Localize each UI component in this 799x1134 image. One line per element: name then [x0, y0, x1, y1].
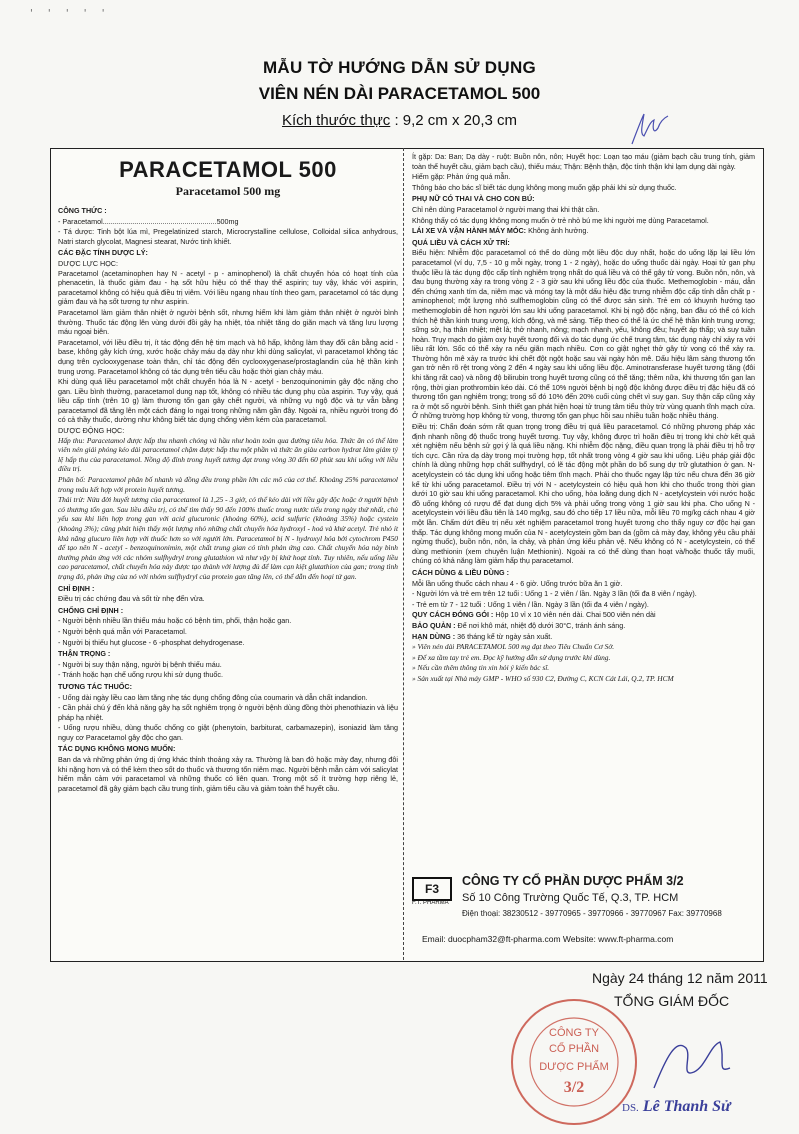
- signatory-text: Lê Thanh Sử: [642, 1098, 731, 1115]
- formula-heading: CÔNG THỨC :: [58, 206, 107, 215]
- company-logo: F3: [412, 877, 452, 901]
- note: » Để xa tầm tay trẻ em. Đọc kỹ hướng dẫn sử dụng trước khi dùng.: [412, 652, 611, 662]
- paragraph: Ít gặp: Da: Ban; Dạ dày - ruột: Buồn nôn, nôn; Huyết học: Loạn tạo máu (giảm bạch cầu trung tính, giảm toàn thể huyết cầu, giảm bạch cầu), thiếu máu; Thận: Bệnh thận, độc tính thận khi lạm dụng dài ngày.: [412, 152, 755, 171]
- driving-line: [412, 226, 755, 236]
- pharmacokinetics-heading: DƯỢC ĐỘNG HỌC:: [58, 426, 125, 436]
- paragraph: Khi dùng quá liều paracetamol một chất chuyển hóa là N - acetyl - benzoquinonimin gây độc nặng cho gan. Liều bình thường, paracetamol dung nạp tốt, không có nhiều tác dụng phụ của aspirin. Tuy vậy, quá liều cấp tính (trên 10 g) làm thương tổn gan gây chết người, và những vụ ngộ độc và tự vẫn bằng paracetamol đã tăng lên một cách đáng lo ngại trong những năm gần đây. Ngoài ra, nhiều người trong đó có cả thầy thuốc, dường như không biết tác dụng chống viêm kém của paracetamol.: [58, 377, 398, 425]
- contraindication-heading: CHỐNG CHỈ ĐỊNH :: [58, 605, 124, 615]
- list-item: - Người bị suy thận nặng, người bị bệnh thiếu máu.: [58, 659, 222, 669]
- list-item: - Người bị thiếu hụt glucose - 6 -phosphat dehydrogenase.: [58, 637, 245, 647]
- paragraph: Hấp thu: Paracetamol được hấp thu nhanh chóng và hầu như hoàn toàn qua đường tiêu hóa. Thức ăn có thể làm viên nén giải phóng kéo dài paracetamol chậm được hấp thu một phần và thức ăn giàu carbon hydrat làm giảm tỷ lệ hấp thu của paracetamol. Nồng độ đỉnh trong huyết tương đạt trong vòng 30 đến 60 phút sau khi uống với liều điều trị.: [58, 435, 398, 474]
- paragraph: Paracetamol (acetaminophen hay N - acetyl - p - aminophenol) là chất chuyển hóa có hoạt tính của phenacetin, là thuốc giảm đau - hạ sốt hữu hiệu có thể thay thế aspirin; tuy vậy, khác với aspirin, paracetamol không có hiệu quả điều trị viêm. Với liều ngang nhau tính theo gam, paracetamol có tác dụng giảm đau và hạ sốt tương tự như aspirin.: [58, 268, 398, 307]
- storage-text: Để nơi khô mát, nhiệt độ dưới 30°C, tránh ánh sáng.: [457, 620, 626, 630]
- caution-heading: THẬN TRỌNG :: [58, 649, 111, 659]
- left-column: [58, 152, 398, 794]
- list-item: - Uống rượu nhiều, dùng thuốc chống co giật (phenytoin, barbiturat, carbamazepin), isoniazid làm tăng nguy cơ Paracetamol gây độc cho gan.: [58, 723, 398, 742]
- doc-subtitle: VIÊN NÉN DÀI PARACETAMOL 500: [258, 84, 541, 103]
- director-title: TỔNG GIÁM ĐỐC: [614, 993, 730, 1009]
- paragraph: Không thấy có tác dụng không mong muốn ở trẻ nhỏ bú mẹ khi người mẹ dùng Paracetamol.: [412, 215, 709, 225]
- signature-scribble: [646, 1028, 736, 1098]
- driving-heading: LÁI XE VÀ VẬN HÀNH MÁY MÓC:: [412, 226, 527, 236]
- stamp-line: CÔNG TY: [549, 1027, 599, 1039]
- indication-heading: CHỈ ĐỊNH :: [58, 583, 95, 593]
- signatory-name: [622, 1098, 731, 1116]
- product-subtitle: Paracetamol 500 mg: [175, 184, 281, 198]
- paragraph: Điều trị các chứng đau và sốt từ nhẹ đến vừa.: [58, 594, 205, 604]
- paragraph: Điều trị: Chẩn đoán sớm rất quan trọng trong điều trị quá liều paracetamol. Có những phương pháp xác định nhanh nồng độ thuốc trong huyết tương. Tuy vậy, không được trì hoãn điều trị trong khi chờ kết quả xét nghiệm nếu bệnh sử gợi ý là quá liều nặng. Khi nhiễm độc nặng, điều quan trọng là phải điều trị hỗ trợ tích cực. Cần rửa dạ dày trong mọi trường hợp, tốt nhất trong vòng 4 giờ sau khi uống. Liệu pháp giải độc chính là dùng những hợp chất sulfhydryl, có lẽ tác động một phần do bổ sung dự trữ glutathion ở gan. N-acetylcystein có tác dụng khi uống hoặc tiêm tĩnh mạch. Phải cho thuốc ngay lập tức nếu chưa đến 36 giờ kể từ khi uống paracetamol. Điều trị với N - acetylcystein có hiệu quả hơn khi cho thuốc trong thời gian dưới 10 giờ sau khi uống paracetamol. Khi cho uống, hòa loãng dung dịch N - acetylcystein với nước hoặc đồ uống không có rượu để đạt dung dịch 5% và phải uống trong vòng 1 giờ sau khi pha. Cho uống N - acetylcystein với liều đầu tiên là 140 mg/kg, sau đó cho tiếp 17 liều nữa, mỗi liều 70 mg/kg cách nhau 4 giờ một lần. Chấm dứt điều trị nếu xét nghiệm paracetamol trong huyết tương cho thấy nguy cơ độc hại gan thấp. Tác dụng không mong muốn của N - acetylcystein gồm ban da (gồm cả mày đay, không yêu cầu phải ngừng thuốc), buồn nôn, nôn, ỉa chảy, và phản ứng kiểu phản vệ. Nếu không có N - acetylcystein, có thể dùng methionin (xem chuyên luận Methionin). Ngoài ra có thể dùng than hoạt và/hoặc thuốc tẩy muối, chúng có khả năng làm giảm hấp thụ paracetamol.: [412, 422, 755, 566]
- paragraph: Thải trừ: Nửa đời huyết tương của paracetamol là 1,25 - 3 giờ, có thể kéo dài với liều gây độc hoặc ở người bệnh có thương tổn gan. Sau liều điều trị, có thể tìm thấy 90 đến 100% thuốc trong nước tiểu trong ngày thứ nhất, chủ yếu sau khi liên hợp trong gan với acid glucuronic (khoảng 60%), acid sulfuric (khoảng 35%) hoặc cystein (khoảng 3%); cũng phát hiện thấy một lượng nhỏ những chất chuyển hóa hydroxyl - hoá và khử acetyl. Trẻ nhỏ ít khả năng glucuro liên hợp với thuốc hơn so với người lớn. Paracetamol bị N - hydroxyl hóa bởi cytochrom P450 để tạo nên N - acetyl - benzoquinonimin, một chất trung gian có tính phản ứng cao. Chất chuyển hóa này bình thường phản ứng với các nhóm sulfhydryl trong glutathion và như vậy bị khử hoạt tính. Tuy nhiên, nếu uống liều cao paracetamol, chất chuyển hóa này được tạo thành với lượng đủ để làm cạn kiệt glutathion của gan; trong tình trạng đó, phản ứng của nó với nhóm sulfhydryl của protein gan tăng lên, có thể dẫn đến hoại tử gan.: [58, 495, 398, 581]
- formula-item: - Tá dược: Tinh bột lúa mì, Pregelatinized starch, Microcrystalline cellulose, Colloidal silica anhydrous, Natri starch glycolat, Magnesi stearat, Nước tinh khiết.: [58, 227, 398, 246]
- signatory-prefix: DS.: [622, 1102, 639, 1114]
- size-label: Kích thước thực: [281, 112, 391, 129]
- paragraph: Chỉ nên dùng Paracetamol ở người mang thai khi thật cần.: [412, 204, 600, 214]
- expiry-line: [412, 632, 755, 642]
- product-title: PARACETAMOL 500: [119, 157, 337, 182]
- company-name: CÔNG TY CỔ PHẦN DƯỢC PHẨM 3/2: [462, 874, 684, 888]
- stamp-line: 3/2: [563, 1079, 585, 1096]
- list-item: - Người bệnh quá mẫn với Paracetamol.: [58, 626, 187, 636]
- list-item: - Người lớn và trẻ em trên 12 tuổi : Uống 1 - 2 viên / lần. Ngày 3 lần (tối đa 8 viên / ngày).: [412, 589, 697, 599]
- formula-item: - Paracetamol.........................................................500mg: [58, 216, 239, 226]
- list-item: - Người bệnh nhiều lần thiếu máu hoặc có bệnh tim, phổi, thận hoặc gan.: [58, 616, 292, 626]
- packing-heading: QUY CÁCH ĐÓNG GÓI :: [412, 610, 494, 620]
- packing-line: [412, 610, 755, 620]
- dosage-heading: CÁCH DÙNG & LIỀU DÙNG :: [412, 567, 510, 577]
- doc-title: MẪU TỜ HƯỚNG DẪN SỬ DỤNG: [262, 58, 537, 77]
- doc-size: [0, 112, 799, 129]
- company-block: [412, 874, 755, 958]
- pregnancy-heading: PHỤ NỮ CÓ THAI VÀ CHO CON BÚ:: [412, 194, 535, 204]
- overdose-heading: QUÁ LIỀU VÀ CÁCH XỬ TRÍ:: [412, 237, 510, 247]
- top-marks: ' ' ' ' ': [30, 8, 111, 19]
- storage-heading: BẢO QUẢN :: [412, 620, 456, 630]
- expiry-text: 36 tháng kể từ ngày sản xuất.: [457, 631, 553, 641]
- props-heading: CÁC ĐẶC TÍNH DƯỢC LÝ:: [58, 248, 148, 258]
- packing-text: Hộp 10 vỉ x 10 viên nén dài. Chai 500 viên nén dài: [495, 610, 656, 620]
- sign-date: Ngày 24 tháng 12 năm 2011: [592, 970, 768, 986]
- logo-caption: F.T. PHARMA: [412, 900, 449, 906]
- note: » Nếu cần thêm thông tin xin hỏi ý kiến bác sĩ.: [412, 663, 550, 673]
- side-effect-heading: TÁC DỤNG KHÔNG MONG MUỐN:: [58, 744, 176, 754]
- pharmacodynamics-heading: DƯỢC LỰC HỌC:: [58, 258, 118, 268]
- paragraph: Paracetamol làm giảm thân nhiệt ở người bệnh sốt, nhưng hiếm khi làm giảm thân nhiệt ở người bình thường. Thuốc tác động lên vùng dưới đồi gây hạ nhiệt, tỏa nhiệt tăng do giãn mạch và tăng lưu lượng máu ngoại biên.: [58, 307, 398, 337]
- list-item: - Tránh hoặc hạn chế uống rượu khi sử dụng thuốc.: [58, 670, 223, 680]
- company-address: Số 10 Công Trường Quốc Tế, Q.3, TP. HCM: [462, 892, 679, 904]
- paragraph: Biểu hiện: Nhiễm độc paracetamol có thể do dùng một liều độc duy nhất, hoặc do uống lặp lại liều lớn paracetamol (ví dụ, 7,5 - 10 g mỗi ngày, trong 1 - 2 ngày), hoặc do uống thuốc dài ngày. Hoại tử gan phụ thuộc liều là tác dụng độc cấp tính nghiêm trọng nhất do quá liều và có thể gây tử vong. Buồn nôn, nôn, và đau bụng thường xảy ra trong vòng 2 - 3 giờ sau khi uống liều độc của thuốc. Methemoglobin - máu, dẫn đến chứng xanh tím da, niêm mạc và móng tay là một dấu hiệu đặc trưng nhiễm độc cấp tính dẫn chất p - aminophenol; một lượng nhỏ sulfhemoglobin cũng có thể được sản sinh. Trẻ em có khuynh hướng tạo methemoglobin dễ hơn người lớn sau khi uống paracetamol. Khi bị ngộ độc nặng, ban đầu có thể có kích thích hệ thần kinh trung ương, kích động, và mê sảng. Tiếp theo có thể là ức chế hệ thần kinh trung ương; sững sờ, hạ thân nhiệt; mệt lả; thở nhanh, nông; mạch nhanh, yếu, không đều; huyết áp thấp; và suy tuần hoàn. Trụy mạch do giảm oxy huyết tương đối và do tác dụng ức chế trung tâm, tác dụng này chỉ xảy ra với liều rất lớn. Sốc có thể xảy ra nếu giãn mạch nhiều. Cơn co giật nghẹt thở gây tử vong có thể xảy ra. Thường hôn mê xảy ra trước khi chết đột ngột hoặc sau vài ngày hôn mê. Dấu hiệu lâm sàng thương tổn gan trở nên rõ rệt trong vòng 2 đến 4 ngày sau khi uống liều độc. Aminotransferase huyết tương tăng (đôi khi tăng rất cao) và nồng độ bilirubin trong huyết tương cũng có thể tăng; thêm nữa, khi thương tổn gan lan rộng, thời gian prothrombin kéo dài. Có thể 10% người bệnh bị ngộ độc không được điều trị đặc hiệu đã có thương tổn gan nghiêm trọng; trong số đó 10% đến 20% cuối cùng chết vì suy gan. Suy thận cấp cũng xảy ra ở một số người bệnh. Sinh thiết gan phát hiện hoại tử trung tâm tiểu thùy trừ vùng quanh tĩnh mạch cửa. Ở những trường hợp không tử vong, thương tổn gan phục hồi sau nhiều tuần hoặc nhiều tháng.: [412, 248, 755, 421]
- paragraph: Phân bố: Paracetamol phân bố nhanh và đồng đều trong phần lớn các mô của cơ thể. Khoảng 25% paracetamol trong máu kết hợp với protein huyết tương.: [58, 475, 398, 494]
- driving-text: Không ảnh hưởng.: [528, 226, 589, 236]
- paragraph: Mỗi lần uống thuốc cách nhau 4 - 6 giờ. Uống trước bữa ăn 1 giờ.: [412, 578, 623, 588]
- list-item: - Trẻ em từ 7 - 12 tuổi : Uống 1 viên / lần. Ngày 3 lần (tối đa 4 viên / ngày).: [412, 599, 649, 609]
- company-phones: Điện thoại: 38230512 - 39770965 - 39770966 - 39770967 Fax: 39770968: [462, 909, 722, 918]
- list-item: - Cần phải chú ý đến khả năng gây hạ sốt nghiêm trọng ở người bệnh dùng đồng thời phenothiazin và liệu pháp hạ nhiệt.: [58, 703, 398, 722]
- stamp-line: DƯỢC PHẨM: [539, 1061, 609, 1073]
- size-value: : 9,2 cm x 20,3 cm: [394, 112, 517, 129]
- right-column: [412, 152, 755, 684]
- initials-scribble: [628, 108, 672, 148]
- interaction-heading: TƯƠNG TÁC THUỐC:: [58, 681, 132, 691]
- expiry-heading: HẠN DÙNG :: [412, 631, 456, 641]
- storage-line: [412, 621, 755, 631]
- paragraph: Thông báo cho bác sĩ biết tác dụng không mong muốn gặp phải khi sử dụng thuốc.: [412, 182, 677, 192]
- note: » Sản xuất tại Nhà máy GMP - WHO số 930 C2, Đường C, KCN Cát Lái, Q.2, TP. HCM: [412, 673, 674, 683]
- note: » Viên nén dài PARACETAMOL 500 mg đạt theo Tiêu Chuẩn Cơ Sở.: [412, 642, 615, 652]
- column-divider: [403, 148, 404, 960]
- paragraph: Paracetamol, với liều điều trị, ít tác động đến hệ tim mạch và hô hấp, không làm thay đổi cân bằng acid - base, không gây kích ứng, xước hoặc chảy máu dạ dày như khi dùng salicylat, vì paracetamol không tác dụng trên cyclooxygenase toàn thân, chỉ tác động đến cyclooxygenase/prostaglandin của hệ thần kinh trung ương. Paracetamol không có tác dụng trên tiểu cầu hoặc thời gian chảy máu.: [58, 337, 398, 376]
- company-email: Email: duocpham32@ft-pharma.com Website: www.ft-pharma.com: [422, 934, 674, 944]
- list-item: - Uống dài ngày liều cao làm tăng nhẹ tác dụng chống đông của coumarin và dẫn chất indandion.: [58, 692, 368, 702]
- paragraph: Hiếm gặp: Phản ứng quá mẫn.: [412, 172, 511, 182]
- stamp-line: CỔ PHẦN: [548, 1043, 600, 1055]
- paragraph: Ban da và những phản ứng dị ứng khác thỉnh thoảng xảy ra. Thường là ban đỏ hoặc mày đay, nhưng đôi khi nặng hơn và có thể kèm theo sốt do thuốc và thương tổn niêm mạc. Người bệnh mẫn cảm với salicylat hiếm mẫn cảm với paracetamol và những thuốc có liên quan. Trong một số ít trường hợp riêng lẻ, paracetamol đã gây giảm bạch cầu trung tính, giảm tiểu cầu và giảm toàn thể huyết cầu.: [58, 755, 398, 793]
